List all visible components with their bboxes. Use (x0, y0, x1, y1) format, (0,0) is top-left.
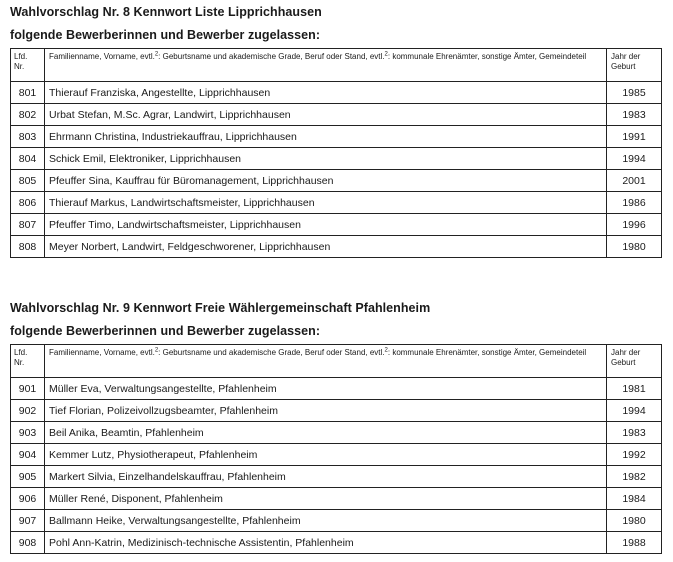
table-row (11, 126, 662, 148)
header-year: Jahr der Geburt (607, 49, 662, 82)
candidate-birth-year: 1986 (607, 192, 662, 214)
candidate-name: Urbat Stefan, M.Sc. Agrar, Landwirt, Lipprichhausen (45, 104, 607, 126)
candidate-name: Pfeuffer Sina, Kauffrau für Büromanagement, Lipprichhausen (45, 170, 607, 192)
candidate-birth-year: 1980 (607, 510, 662, 532)
header-nr: Lfd. Nr. (11, 49, 45, 82)
candidate-name: Tief Florian, Polizeivollzugsbeamter, Pfahlenheim (45, 400, 607, 422)
candidate-name: Müller Eva, Verwaltungsangestellte, Pfahlenheim (45, 378, 607, 400)
table-row (11, 378, 662, 400)
candidate-number: 907 (11, 510, 45, 532)
candidate-name: Kemmer Lutz, Physiotherapeut, Pfahlenheim (45, 444, 607, 466)
candidate-number: 803 (11, 126, 45, 148)
candidate-table (10, 48, 662, 258)
candidate-name: Thierauf Markus, Landwirtschaftsmeister, Lipprichhausen (45, 192, 607, 214)
candidate-name: Meyer Norbert, Landwirt, Feldgeschworener, Lipprichhausen (45, 236, 607, 258)
candidate-birth-year: 1994 (607, 400, 662, 422)
proposal-title: Wahlvorschlag Nr. 9 Kennwort Freie Wählergemeinschaft Pfahlenheim (10, 301, 431, 315)
candidate-name: Pfeuffer Timo, Landwirtschaftsmeister, Lipprichhausen (45, 214, 607, 236)
table-row (11, 444, 662, 466)
table-row (11, 192, 662, 214)
candidate-birth-year: 1985 (607, 82, 662, 104)
candidate-name: Pohl Ann-Katrin, Medizinisch-technische Assistentin, Pfahlenheim (45, 532, 607, 554)
candidate-table (10, 344, 662, 554)
candidate-number: 908 (11, 532, 45, 554)
table-row (11, 488, 662, 510)
candidate-name: Ballmann Heike, Verwaltungsangestellte, Pfahlenheim (45, 510, 607, 532)
candidate-number: 807 (11, 214, 45, 236)
header-name: Familienname, Vorname, evtl.$^2$: Geburtsname und akademische Grade, Beruf oder Stand, evtl.$^2$: kommunale Ehrenämter, sonstige Ämter, Gemeindeteil (45, 345, 607, 378)
table-row (11, 466, 662, 488)
table-header-row (11, 345, 662, 378)
header-year: Jahr der Geburt (607, 345, 662, 378)
candidate-birth-year: 1982 (607, 466, 662, 488)
candidate-name: Müller René, Disponent, Pfahlenheim (45, 488, 607, 510)
header-nr: Lfd. Nr. (11, 345, 45, 378)
candidate-number: 801 (11, 82, 45, 104)
candidate-number: 906 (11, 488, 45, 510)
candidate-name: Markert Silvia, Einzelhandelskauffrau, Pfahlenheim (45, 466, 607, 488)
table-row (11, 214, 662, 236)
header-name: Familienname, Vorname, evtl.$^2$: Geburtsname und akademische Grade, Beruf oder Stand, evtl.$^2$: kommunale Ehrenämter, sonstige Ämter, Gemeindeteil (45, 49, 607, 82)
candidate-number: 806 (11, 192, 45, 214)
candidate-number: 804 (11, 148, 45, 170)
candidate-name: Thierauf Franziska, Angestellte, Lipprichhausen (45, 82, 607, 104)
candidate-birth-year: 2001 (607, 170, 662, 192)
table-header-row (11, 49, 662, 82)
candidate-number: 808 (11, 236, 45, 258)
candidate-birth-year: 1984 (607, 488, 662, 510)
candidate-birth-year: 1988 (607, 532, 662, 554)
candidate-number: 802 (11, 104, 45, 126)
table-row (11, 148, 662, 170)
candidate-birth-year: 1981 (607, 378, 662, 400)
table-row (11, 104, 662, 126)
table-row (11, 236, 662, 258)
candidate-name: Ehrmann Christina, Industriekauffrau, Lipprichhausen (45, 126, 607, 148)
candidate-number: 905 (11, 466, 45, 488)
table-row (11, 170, 662, 192)
table-row (11, 82, 662, 104)
proposal-subtitle: folgende Bewerberinnen und Bewerber zugelassen: (10, 324, 321, 338)
candidate-birth-year: 1983 (607, 104, 662, 126)
candidate-birth-year: 1992 (607, 444, 662, 466)
candidate-number: 805 (11, 170, 45, 192)
candidate-birth-year: 1983 (607, 422, 662, 444)
table-row (11, 400, 662, 422)
candidate-birth-year: 1994 (607, 148, 662, 170)
candidate-number: 903 (11, 422, 45, 444)
candidate-number: 904 (11, 444, 45, 466)
table-row (11, 510, 662, 532)
table-row (11, 532, 662, 554)
proposal-title: Wahlvorschlag Nr. 8 Kennwort Liste Lipprichhausen (10, 5, 322, 19)
candidate-number: 901 (11, 378, 45, 400)
candidate-birth-year: 1991 (607, 126, 662, 148)
candidate-name: Schick Emil, Elektroniker, Lipprichhausen (45, 148, 607, 170)
table-row (11, 422, 662, 444)
proposal-subtitle: folgende Bewerberinnen und Bewerber zugelassen: (10, 28, 321, 42)
candidate-birth-year: 1980 (607, 236, 662, 258)
candidate-birth-year: 1996 (607, 214, 662, 236)
candidate-number: 902 (11, 400, 45, 422)
candidate-name: Beil Anika, Beamtin, Pfahlenheim (45, 422, 607, 444)
